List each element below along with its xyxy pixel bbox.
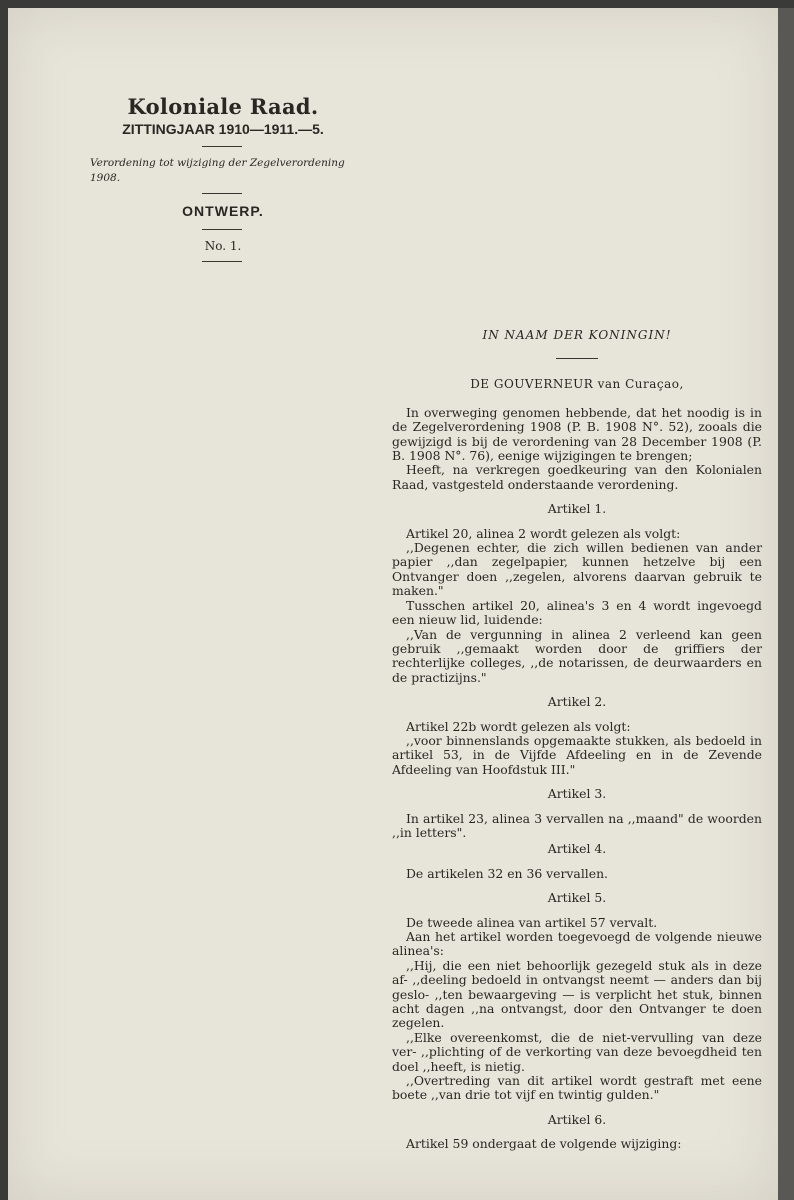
- article-paragraph: ,,Overtreding van dit artikel wordt gestraft met eene boete ,,van drie tot vijf en twintig gulden.": [392, 1073, 762, 1103]
- invocation: IN NAAM DER KONINGIN!: [482, 328, 672, 342]
- page-edge: [778, 8, 794, 1200]
- preamble-paragraph: Heeft, na verkregen goedkeuring van den Kolonialen Raad, vastgesteld onderstaande verordening.: [392, 462, 762, 492]
- article-paragraph: Artikel 59 ondergaat de volgende wijziging:: [406, 1136, 682, 1152]
- divider: [202, 146, 242, 147]
- divider: [202, 229, 242, 230]
- article-heading: Artikel 2.: [547, 694, 607, 710]
- subject-line: Verordening tot wijziging der Zegelverordening 1908.: [90, 157, 345, 184]
- article-paragraph: ,,voor binnenslands opgemaakte stukken, als bedoeld in artikel 53, in de Vijfde Afdeeling en in de Zevende Afdeeling van Hoofdstuk III.": [392, 732, 762, 777]
- article-heading: Artikel 3.: [547, 786, 607, 802]
- divider: [202, 193, 242, 194]
- governor-line: DE GOUVERNEUR van Curaçao,: [470, 377, 684, 392]
- preamble-paragraph: In overweging genomen hebbende, dat het noodig is in de Zegelverordening 1908 (P. B. 1908 N°. 52), zooals die gewijzigd is bij de verordening van 28 December 1908 (P. B. 1908 N°. 76), eenige wijzigingen te brengen;: [392, 404, 762, 464]
- document-page: [8, 8, 778, 1200]
- article-paragraph: ,,Hij, die een niet behoorlijk gezegeld stuk als in deze af- ,,deeling bedoeld in ontvangst neemt — anders dan bij geslo- ,,ten bewaargeving — is verplicht het stuk, binnen acht dagen ,,na ontvangst, door den Ontvanger te doen zegelen.: [392, 957, 762, 1031]
- article-heading: Artikel 6.: [547, 1111, 607, 1127]
- article-heading: Artikel 1.: [547, 501, 607, 517]
- divider: [202, 261, 242, 262]
- session-year: ZITTINGJAAR 1910—1911.—5.: [122, 121, 324, 137]
- article-paragraph: De tweede alinea van artikel 57 vervalt.: [406, 914, 658, 930]
- document-number: No. 1.: [204, 239, 242, 253]
- article-paragraph: ,,Degenen echter, die zich willen bedienen van ander papier ,,dan zegelpapier, kunnen hetzelve bij een Ontvanger doen ,,zegelen, alvorens daarvan gebruik te maken.": [392, 540, 762, 599]
- document-type: ONTWERP.: [182, 203, 264, 219]
- article-paragraph: In artikel 23, alinea 3 vervallen na ,,maand" de woorden ,,in letters".: [392, 810, 762, 840]
- article-heading: Artikel 5.: [547, 890, 607, 906]
- article-paragraph: Tusschen artikel 20, alinea's 3 en 4 wordt ingevoegd een nieuw lid, luidende:: [392, 597, 762, 628]
- divider: [556, 358, 598, 359]
- article-paragraph: ,,Van de vergunning in alinea 2 verleend kan geen gebruik ,,gemaakt worden door de griffiers der rechterlijke colleges, ,,de notarissen, de deurwaarders en de practizijns.": [392, 626, 762, 685]
- ordinance-body: [392, 328, 762, 1152]
- article-paragraph: De artikelen 32 en 36 vervallen.: [406, 865, 608, 881]
- article-paragraph: ,,Elke overeenkomst, die de niet-vervulling van deze ver- ,,plichting of de verkorting van deze bevoegdheid ten doel ,,heeft, is nietig.: [392, 1029, 762, 1074]
- article-paragraph: Aan het artikel worden toegevoegd de volgende nieuwe alinea's:: [392, 929, 762, 959]
- council-title: Koloniale Raad.: [127, 94, 319, 119]
- article-paragraph: Artikel 20, alinea 2 wordt gelezen als volgt:: [406, 525, 681, 541]
- article-heading: Artikel 4.: [547, 841, 607, 857]
- article-paragraph: Artikel 22b wordt gelezen als volgt:: [406, 718, 631, 734]
